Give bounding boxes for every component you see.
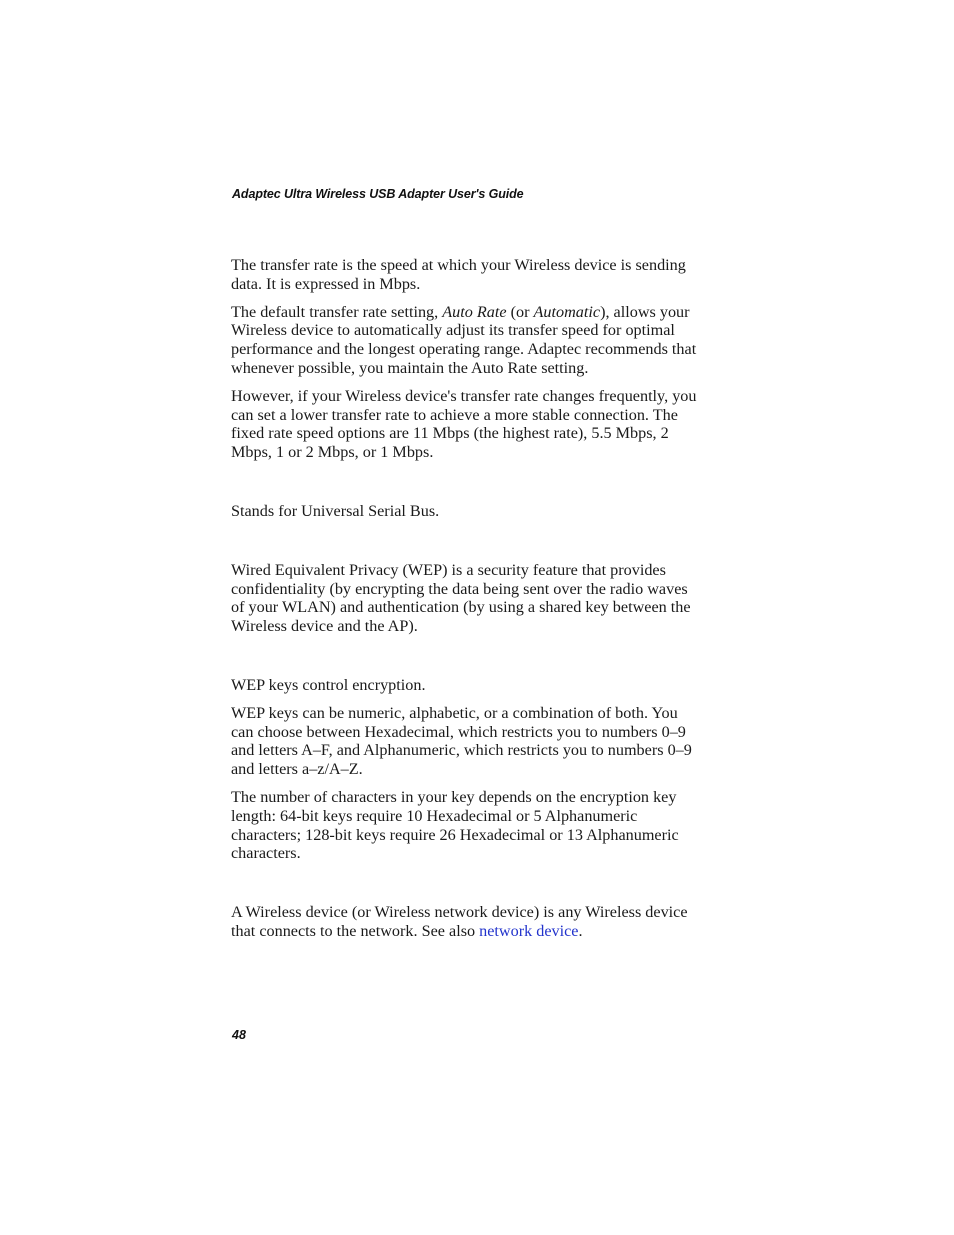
network-device-link[interactable]: network device [479, 921, 579, 940]
document-body [231, 256, 701, 941]
section-usb [231, 502, 701, 521]
paragraph [231, 303, 701, 378]
paragraph: WEP keys control encryption. [231, 675, 426, 694]
text-run: The default transfer rate setting, [231, 302, 443, 321]
text-run: (or [506, 302, 534, 321]
section-wep [231, 561, 701, 636]
paragraph: Stands for Universal Serial Bus. [231, 501, 440, 520]
page-number: 48 [232, 1028, 246, 1042]
paragraph: The transfer rate is the speed at which your Wireless device is sending data. It is expressed in Mbps. [231, 256, 686, 293]
section-wep-keys [231, 676, 701, 863]
text-run: ), allows your Wireless device to automatically adjust its transfer speed for optimal performance and the longest operating range. Adaptec recommends that whenever possible, you maintain the Auto Rate setting. [231, 302, 697, 377]
section-wireless-device [231, 903, 701, 941]
emphasis-auto-rate: Auto Rate [442, 302, 507, 321]
paragraph: However, if your Wireless device's transfer rate changes frequently, you can set a lower transfer rate to achieve a more stable connection. The fixed rate speed options are 11 Mbps (the highest rate), 5.5 Mbps, 2 Mbps, 1 or 2 Mbps, or 1 Mbps. [231, 386, 697, 462]
paragraph: Wired Equivalent Privacy (WEP) is a security feature that provides confidentiality (by encrypting the data being sent over the radio waves of your WLAN) and authentication (by using a shared key between the Wireless device and the AP). [231, 560, 691, 636]
text-run: A Wireless device (or Wireless network device) is any Wireless device that connects to the network. See also [231, 903, 688, 940]
text-run: . [578, 921, 583, 940]
paragraph [231, 903, 701, 941]
paragraph: WEP keys can be numeric, alphabetic, or a combination of both. You can choose between Hexadecimal, which restricts you to numbers 0–9 and letters A–F, and Alphanumeric, which restricts you to numbers 0–9 and letters a–z/A–Z. [231, 703, 692, 779]
section-transfer-rate [231, 256, 701, 462]
emphasis-automatic: Automatic [533, 302, 601, 321]
paragraph: The number of characters in your key depends on the encryption key length: 64-bit keys require 10 Hexadecimal or 5 Alphanumeric characters; 128-bit keys require 26 Hexadecimal or 13 Alphanumeric characters. [231, 787, 679, 863]
running-header: Adaptec Ultra Wireless USB Adapter User's Guide [232, 187, 524, 201]
